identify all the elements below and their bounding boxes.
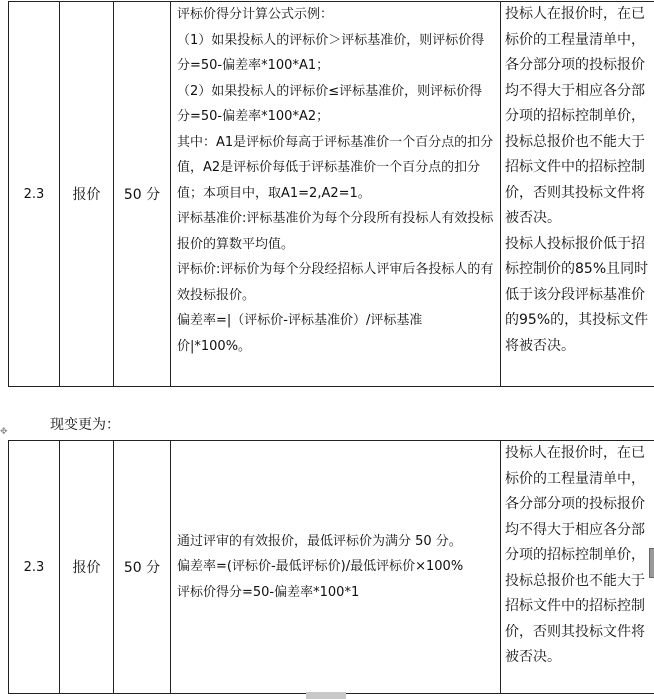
scoring-rule-text: 通过评审的有效报价，最低评标价为满分 50 分。 偏差率=(评标价-最低评标价)/最低评标价×100% 评标价得分=50-偏差率*100*1: [177, 533, 464, 600]
score-value: 50 分: [114, 441, 171, 694]
scoring-rule-text: 评标价得分计算公式示例： （1）如果投标人的评标价＞评标基准价，则评标价得分=50-偏差率*100*A1； （2）如果投标人的评标价≤评标基准价，则评标价得分=50-偏差率*100*A2； 其中：A1是评标价每高于评标基准价一个百分点的扣分值，A2是评标价每低于评标基准价一个百分点的扣分值；本项目中，取A1=2,A2=1。 评标基准价:评标基准价为每个分段所有投标人有效投标报价的算数平均值。 评标价:评标价为每个分段经招标人评审后各投标人的有效投标报价。 偏差率=|（评标价-评标基准价）/评标基准价|*100%。: [177, 7, 494, 354]
table-row: [9, 2, 654, 387]
item-name: 报价: [60, 2, 114, 387]
revised-scoring-table: [8, 440, 654, 694]
note-cell: [501, 441, 654, 694]
change-label: 现变更为：: [50, 417, 120, 433]
note-cell: [501, 2, 654, 387]
original-scoring-table: [8, 1, 654, 387]
score-value: 50 分: [114, 2, 171, 387]
row-number: 2.3: [9, 2, 60, 387]
note-text: 投标人在报价时，在已标价的工程量清单中，各分部分项的投标报价均不得大于相应各分部分项的招标控制单价，投标总报价也不能大于招标文件中的招标控制价，否则其投标文件将被否决。 投标人投标报价低于招标控制价的85%且同时低于该分段评标基准价的95%的，其投标文件将被否决。: [505, 6, 649, 354]
row-number: 2.3: [9, 441, 60, 694]
table-row: [9, 441, 654, 694]
move-handle-icon[interactable]: ✥: [0, 427, 8, 437]
scoring-rule-cell: [171, 2, 501, 387]
resize-handle[interactable]: [649, 548, 654, 578]
item-name: 报价: [60, 441, 114, 694]
scoring-rule-cell: [171, 441, 501, 694]
table-resize-handle[interactable]: [306, 692, 346, 699]
note-text: 投标人在报价时，在已标价的工程量清单中，各分部分项的投标报价均不得大于相应各分部分项的招标控制单价，投标总报价也不能大于招标文件中的招标控制价，否则其投标文件将被否决。: [505, 445, 645, 665]
